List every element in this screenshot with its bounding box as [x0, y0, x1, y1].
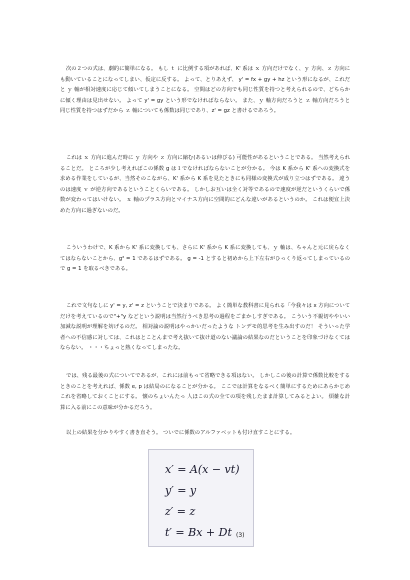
paragraph-3: こういうわけで、K 系から K' 系に変換しても、さらに K' 系から K 系に変換しても、ｙ 軸は、ちゃんと元に戻らなくてはならないことから、g² = 1 であるはずである。 g = -1 とすると初めから上下左右がひっくり返ってしまっているので g = 1 を取るべきである。	[60, 245, 350, 273]
equation-x: x′ = A(x − vt)	[165, 463, 240, 476]
equation-number: (3)	[236, 532, 245, 539]
paragraph-6-block	[60, 428, 350, 439]
paragraph-1-block	[60, 64, 350, 117]
equation-t: t′ = Bx + Dt	[165, 526, 232, 539]
paragraph-3-block	[60, 243, 350, 275]
paragraph-2-block	[60, 153, 350, 217]
paragraph-2: これは ｘ 方向に進んだ時に ｙ 方向や ｚ 方向に縮む(あるいは伸びる) 可能性があるということである。 当然考えられることだ。 ところが少し考えればこの係数 g は１でなければならないことが分かる。 今は K 系から K' 系への変換式を求める作業をしているが、当然そのこながら、K' 系から K 系を見たときにも同様の変換式が成り立つはずである。 違うのは速度 ｖ が逆方向であるということくらいである。 しかしお互いは全く対等であるので速度が逆だというくらいで係数が変わってはいけない。 ｘ 軸のプラス方向とマイナス方向に空間的にどんな違いがあるというのか。 これは便宜上決めた方向に過ぎないのだ。	[60, 155, 350, 214]
paragraph-4-block	[60, 301, 350, 354]
paragraph-1: 次の２つの式は、劇的に簡単になる。 もし ｔ に比例する項があれば、K' 系は ｘ 方向だけでなく、ｙ 方向、ｚ 方向にも動いていることになってしまい、仮定に反する。 よって、とりあえず、 y' = fx + gy + hz という形になるが、これだと ｙ 軸が相対速度に応じて傾いてしまうことになる。 空間はどの方向でも同じ性質を持つと考えられるので、どちらかに傾く理由は見出せない。 よって y' = gy という形でなければならない。 また、ｙ 軸方向だろうと ｚ 軸方向だろうと同じ性質を持つはずだから ｚ 軸についても係数は同じであり、z' = gz と書けるであろう。	[60, 66, 350, 115]
paragraph-4: これで文句なしに y' = y, z' = z ということで決まりである。 よく簡単な教科書に見られる「今我々は x 方向についてだけを考えているので"+"y などという説明は当然行うべき思考の過程をごまかしすぎである。 こういう不親切ややいい加減な説明が理解を妨げるのだ。 相対論の説明はやっかいだったような トンデモ的思考を生み出すのだ！ そういった学者への不信感に対しては、これはとことんまで考え抜いて抜け道のない議論の結果なのだということを印象づけなくてはならない。 ・・・ちょっと熱くなってしまったな。	[60, 303, 350, 352]
paragraph-5: では、残る最後の式についてであるが、これには前もって省略できる項はない。 しかしこの後の計算で係数比較をするときのことを考えれば、係数 e, p は結局のになることが分かる。 ここでは計算をなるべく簡単にするためにあらかじめこれを省略しておくことにする。 懐のちょいんたっ 人ほこの式の全ての項を残したまま計算してみるとよい。 煩雑な計算に入る前にこの意味が分かるだろう。	[60, 373, 350, 411]
equation-y: y′ = y	[165, 484, 197, 497]
paragraph-5-block	[60, 371, 350, 413]
equation-z: z′ = z	[165, 505, 196, 518]
paragraph-6: 以上の結果を分かりやすく書き直そう。 ついでに係数のアルファベットも付け直すことにする。	[66, 430, 296, 436]
